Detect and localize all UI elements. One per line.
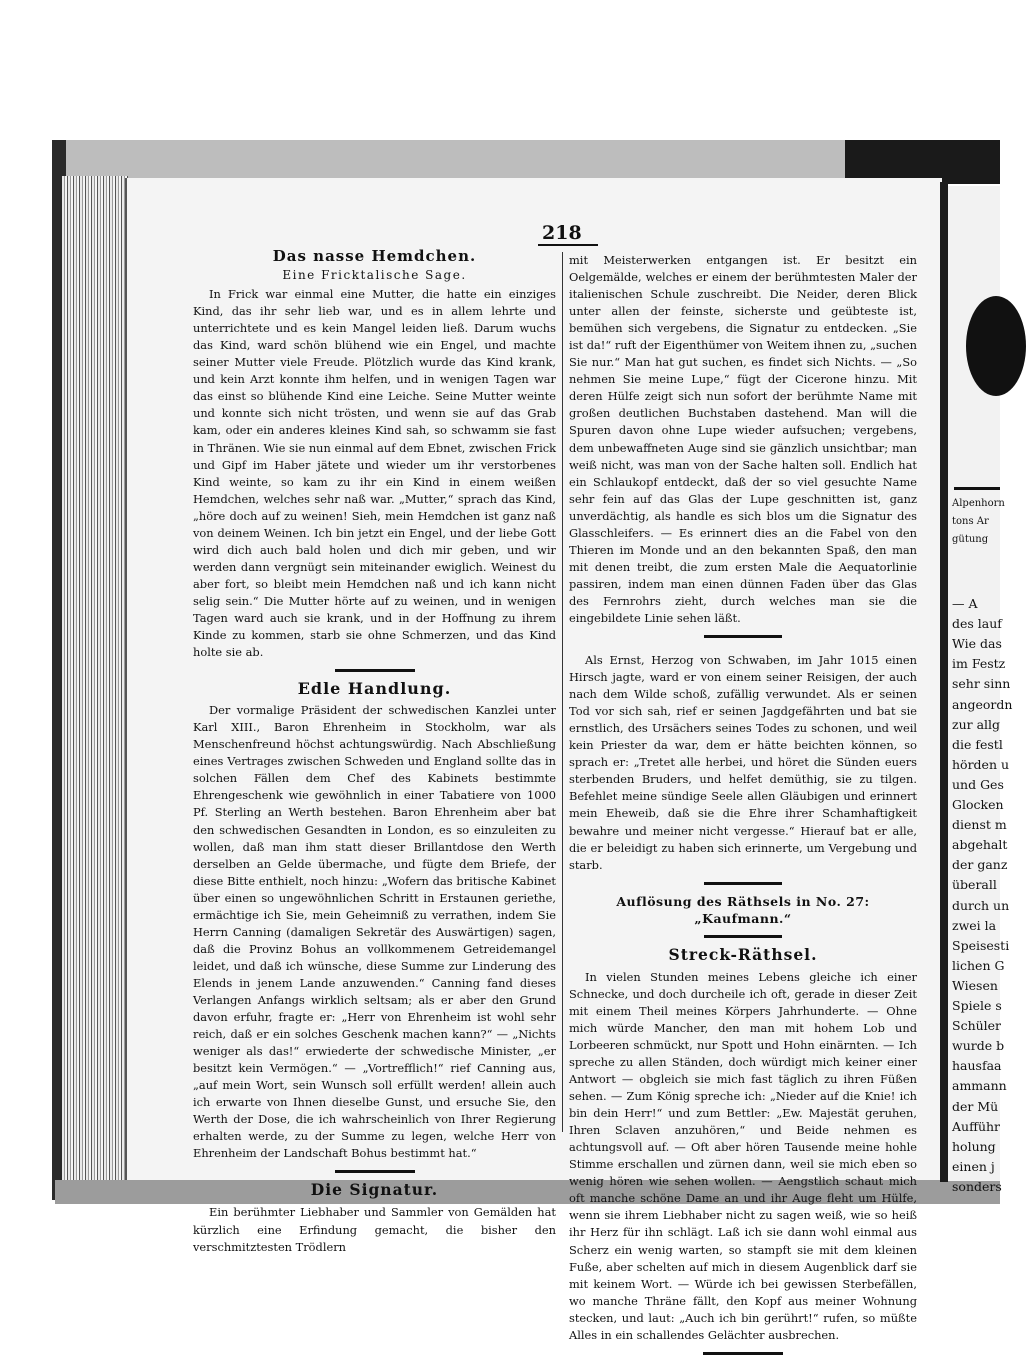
story-title: Das nasse Hemdchen.	[272, 247, 477, 265]
adjacent-page-fragment: gütung	[952, 534, 989, 545]
adjacent-page-fragment: angeordn	[952, 696, 1013, 712]
adjacent-page-fragment: hausfaa	[952, 1058, 1002, 1074]
adjacent-page-fragment: und Ges	[952, 776, 1004, 792]
riddle-title: Streck-Räthsel.	[668, 944, 818, 964]
column-divider	[562, 252, 563, 1132]
adjacent-page-fragment: Aufführ	[952, 1118, 1001, 1134]
section-rule	[704, 882, 782, 885]
adjacent-page-fragment: lichen G	[952, 957, 1005, 973]
story-body: Ein berühmter Liebhaber und Sammler von Gemälden hat kürzlich eine Erfindung gemacht, die bisher den verschmitztesten Trödlern	[193, 1205, 556, 1254]
adjacent-page	[948, 186, 1013, 1194]
section-rule	[335, 669, 415, 672]
section-rule	[335, 1170, 415, 1173]
section-rule	[704, 635, 782, 638]
adjacent-page-fragment: Wie das	[952, 636, 1002, 652]
adjacent-page-fragment: überall	[952, 877, 997, 893]
adjacent-page-fragment: Schüler	[952, 1018, 1002, 1034]
story-title: Edle Handlung.	[297, 679, 452, 699]
adjacent-page-fragment: ammann	[952, 1078, 1007, 1094]
riddle-body: In vielen Stunden meines Lebens gleiche ich einer Schnecke, und doch durcheile ich oft, gerade in dieser Zeit mit einem Theil meines Körpers Jahrhunderte. — Ohne mich würde Mancher, den man mit hohem Lob und Lorbeeren schmückt, nur Spott und Hohn einärnten. — Ich spreche zu allen Ständen, doch würdigt mich keiner einer Antwort — obgleich sie mich fast täglich zu ihren Füßen sehen. — Zum König spreche ich: „Nieder auf die Knie! ich bin dein Herr!“ und zum Bettler: „Ew. Majestät geruhen, Ihren Sclaven anzuhören,“ und Beide nehmen es achtungsvoll auf. — Oft aber hören Tausende meine hohle Stimme erschallen und zürnen dann, weil sie mich eben so wenig hören wie sehen wollen. — Aengstlich schaut mich oft manche schöne Dame an und ihr Auge fleht um Hülfe, wenn sie ihrem Liebhaber nicht zu sagen weiß, wie so heiß ihr Herz für ihn schlägt. Laß ich sie dann wohl einmal aus Scherz ein wenig warten, so stampft sie mit dem kleinen Fuße, aber schelten auf mich in diesem Augenblick darf sie mit keinem Wort. — Würde ich bei gewissen Sterbefällen, wo manche Thräne fällt, den Kopf aus meiner Wohnung stecken, und laut: „Auch ich bin gerührt!“ rufen, so müßte Alles in ein schallendes Gelächter ausbrechen.	[569, 969, 917, 1342]
adjacent-page-fragment: Spiele s	[952, 998, 1002, 1013]
story-body: Als Ernst, Herzog von Schwaben, im Jahr 1015 einen Hirsch jagte, ward er von einem seiner Reisigen, der auch nach dem Wilde schoß, zufällig verwundet. Als er seinen Tod vor sich sah, rief er seinen Jagdgefährten und bat sie ernstlich, des Ursächers seines Todes zu schonen, und weil kein Priester da war, dem er hätte beichten können, so sprach er: „Tretet alle herbei, und höret die Sünden euers sterbenden Bruders, und helfet demüthig, sie zu tilgen. Befehlet meine sündige Seele allen Gläubigen und erinnert mein Eheweib, daß sie die Ehre ihrer Schamhaftigkeit bewahre und meiner nicht vergesse.“ Hierauf bat er alle, die er beleidigt zu haben sich erinnerte, um Vergebung und starb.	[569, 653, 917, 872]
page-number: 218	[542, 222, 582, 244]
adjacent-page-fragment: der Mü	[952, 1098, 999, 1114]
page-number-underline	[538, 244, 598, 246]
adjacent-page-fragment: zwei la	[952, 917, 997, 933]
adjacent-page-fragment: abgehalt	[952, 837, 1008, 853]
adjacent-page-fragment: dienst m	[952, 817, 1007, 833]
story-body-continued: mit Meisterwerken entgangen ist. Er besitzt ein Oelgemälde, welches er einem der berühmtesten Maler der italienischen Schule zuschreibt. Die Neider, deren Blick unter allen der feinste, sicherste und geübteste ist, bemühen sich vergebens, die Signatur zu entdecken. „Sie ist da!“ ruft der Eigenthümer von Weitem ihnen zu, „suchen Sie nur.“ Man hat gut suchen, es findet sich Nichts. — „So nehmen Sie meine Lupe,“ fügt der Cicerone hinzu. Mit deren Hülfe zeigt sich nun sofort der berühmte Name mit großen deutlichen Buchstaben dastehend. Man will die Spuren davon ohne Lupe wieder aufsuchen; vergebens, dem unbewaffneten Auge sind sie gänzlich unsichtbar; man weiß nicht, was man von der Sache halten soll. Endlich hat ein Schlaukopf entdeckt, daß der so viel gesuchte Name sehr fein auf das Glas der Lupe geschnitten ist, ganz unverdächtig, als handle es sich blos um die Signatur des Glasschleifers. — Es erinnert dies an die Fabel von den Thieren im Monde und an den bekannten Spaß, den man mit denen treibt, die zum ersten Male die Aequatorlinie passiren, indem man einen dünnen Faden über das Glas des Fernrohrs zieht, durch welches man sie die eingebildete Linie sehen läßt.	[569, 253, 917, 625]
adjacent-page-fragment: einen j	[952, 1158, 995, 1174]
section-rule	[704, 935, 782, 938]
adjacent-page-fragment: Speisesti	[952, 937, 1010, 953]
adjacent-page-fragment: holung	[952, 1138, 996, 1154]
adjacent-page-fragment: des lauf	[952, 616, 1002, 632]
adjacent-page-fragment: Alpenhorn	[952, 498, 1005, 509]
book-page-edges	[62, 176, 128, 1198]
adjacent-page-rule	[954, 487, 1000, 490]
adjacent-page-fragment: im Festz	[952, 656, 1006, 672]
right-column	[569, 252, 917, 1363]
adjacent-page-fragment: Glocken	[952, 797, 1004, 812]
story-body: In Frick war einmal eine Mutter, die hatte ein einziges Kind, das ihr sehr lieb war, und es in allem lehrte und unterrichtete und es kein Mangel leiden ließ. Darum wuchs das Kind, ward schön blühend wie ein Engel, und machte seiner Mutter viele Freude. Plötzlich wurde das Kind krank, und kein Arzt konnte ihm helfen, und in wenigen Tagen war das einst so blühende Kind eine Leiche. Seine Mutter weinte und konnte sich nicht trösten, und wenn sie auf das Grab kam, oder ein anderes kleines Kind sah, so schwamm sie fast in Thränen. Wie sie nun einmal auf dem Ebnet, zwischen Frick und Gipf im Haber jätete und wieder um ihr verstorbenes Kind weinte, so kam zu ihr ein Kind in einem weißen Hemdchen, welches sehr naß war. „Mutter,“ sprach das Kind, „höre doch auf zu weinen! Sieh, mein Hemdchen ist ganz naß von deinem Weinen. Ich bin jetzt ein Engel, und der liebe Gott wird dich auch bald holen und dich mir geben, und wir werden dann vergnügt sein miteinander ewiglich. Weinest du aber fort, so bleibt mein Hemdchen naß und ich kann nicht selig sein.“ Die Mutter hörte auf zu weinen, und in wenigen Tagen ward auch sie krank, und in der Hoffnung zu ihrem Kinde zu kommen, starb sie ohne Schmerzen, und das Kind holte sie ab.	[193, 287, 556, 660]
story-title: Die Signatur.	[310, 1180, 439, 1200]
left-column	[193, 248, 556, 1256]
story-subtitle: Eine Fricktalische Sage.	[282, 268, 467, 283]
book-gutter	[940, 182, 948, 1182]
riddle-solution: Auflösung des Räthsels in No. 27: „Kaufmann.“	[616, 893, 870, 926]
adjacent-page-fragment: wurde b	[952, 1038, 1005, 1054]
section-rule	[703, 1352, 783, 1355]
adjacent-page-fragment: — A	[952, 596, 978, 611]
adjacent-page-fragment: hörden u	[952, 756, 1010, 772]
adjacent-page-fragment: Wiesen	[952, 977, 998, 993]
adjacent-page-fragment: die festl	[952, 736, 1003, 752]
adjacent-page-fragment: sonders	[952, 1178, 1002, 1194]
adjacent-page-fragment: sehr sinn	[952, 676, 1011, 692]
adjacent-page-illustration	[966, 296, 1026, 396]
story-body: Der vormalige Präsident der schwedischen Kanzlei unter Karl XIII., Baron Ehrenheim in Stockholm, war als Menschenfreund höchst achtungswürdig. Nach Abschließung eines Vertrages zwischen Schweden und England sollte das in solchen Fällen dem Chef des Kabinets bestimmte Ehrengeschenk wie gewöhnlich in einer Tabatiere von 1000 Pf. Sterling an Werth bestehen. Baron Ehrenheim aber bat den schwedischen Gesandten in London, es so einzuleiten zu wollen, daß man ihm statt dieser Brillantdose den Werth derselben an Gelde übermache, und fügte dem Briefe, der diese Bitte enthielt, noch hinzu: „Wofern das britische Kabinet über einen so ungewöhnlichen Schritt in Erstaunen geriethe, ermächtige ich Sie, mein Geheimniß zu verrathen, indem Sie Herrn Canning (damaligen Sekretär des Auswärtigen) sagen, daß die Provinz Bohus an vollkommenem Getreidemangel leidet, und daß ich wünsche, diese Summe zur Linderung des Elends in jenem Lande anzuwenden.“ Canning fand dieses Verlangen Anfangs wirklich seltsam; als er aber den Grund davon erfuhr, fragte er: „Herr von Ehrenheim ist wohl sehr reich, daß er ein solches Geschenk machen kann?“ — „Nichts weniger als das!“ erwiederte der schwedische Minister, „er besitzt kein Vermögen.“ — „Vortrefflich!“ rief Canning aus, „auf mein Wort, sein Wunsch soll erfüllt werden! allein auch ich erwarte von Ihnen dieselbe Gunst, und ersuche Sie, den Werth der Dose, die ich wahrscheinlich von Ihrer Regierung erhalten werde, zu der Summe zu legen, welche Herr von Ehrenheim der Landschaft Bohus bestimmt hat.“	[193, 703, 556, 1161]
adjacent-page-fragment: der ganz	[952, 857, 1008, 873]
adjacent-page-fragment: zur allg	[952, 716, 1001, 732]
adjacent-page-fragment: durch un	[952, 897, 1010, 913]
adjacent-page-fragment: tons Ar	[952, 516, 989, 527]
